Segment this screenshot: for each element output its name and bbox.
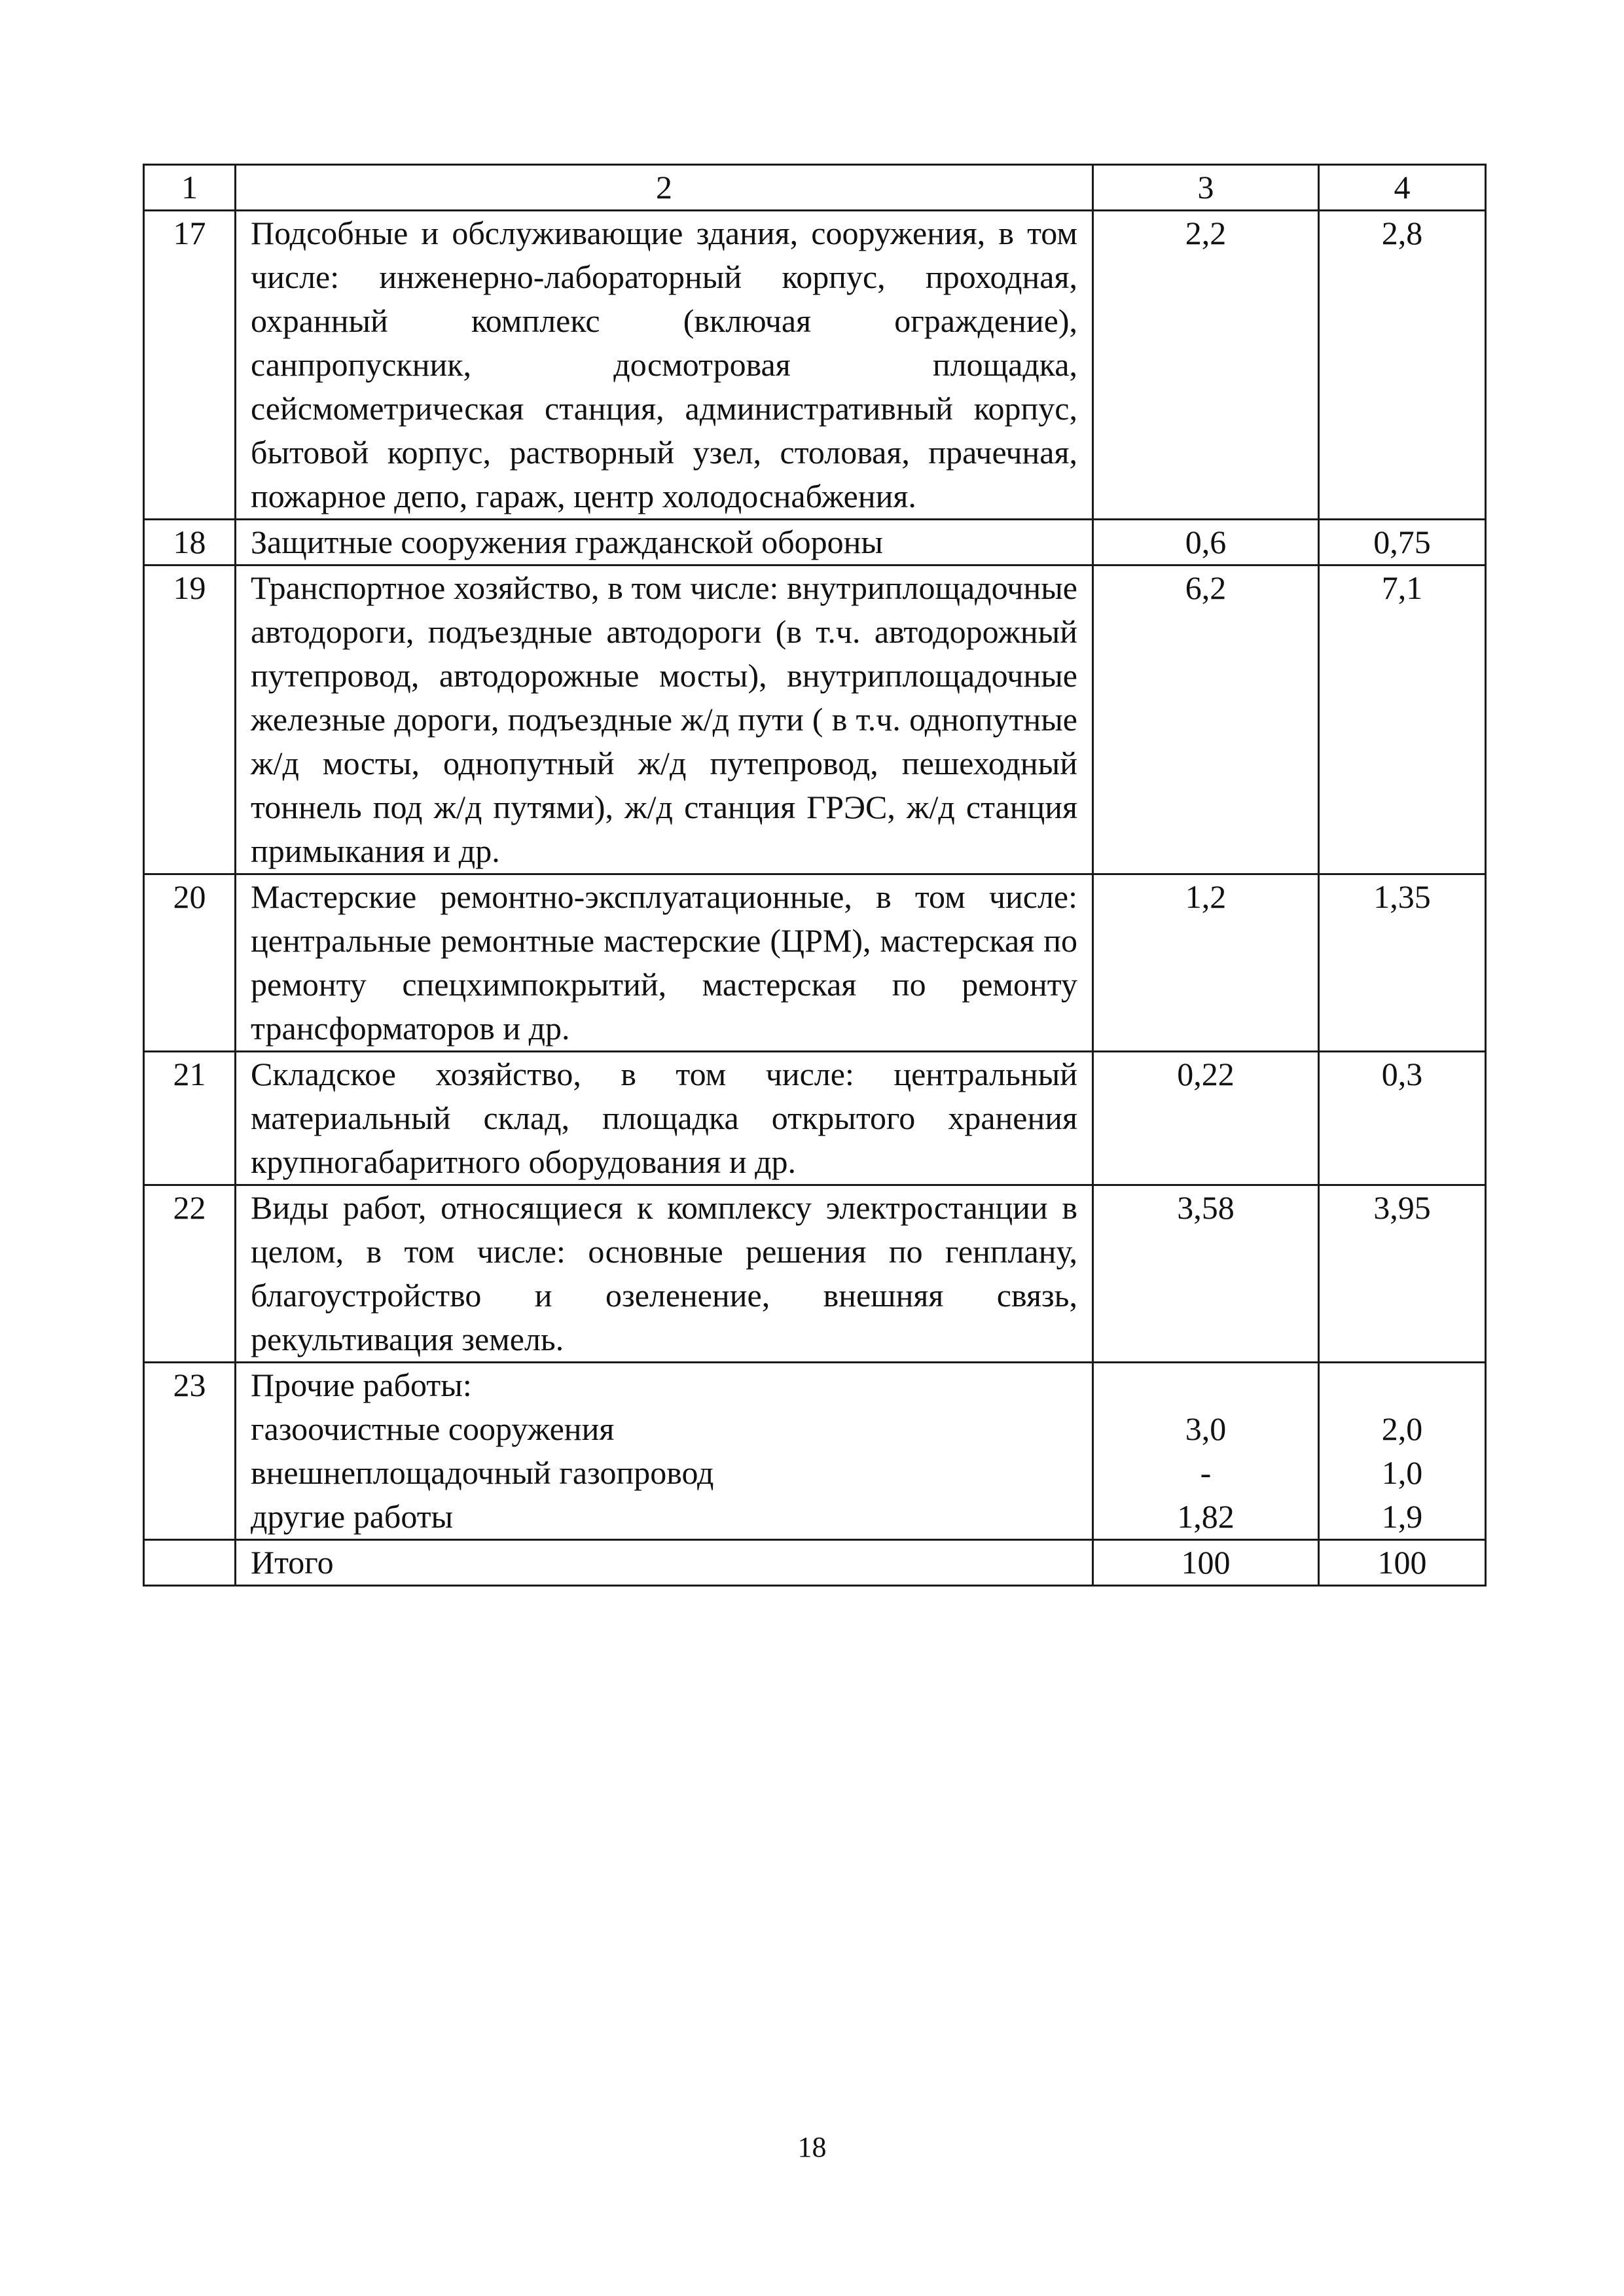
total-empty-cell (144, 1540, 236, 1586)
table-row (144, 1185, 1486, 1363)
row-value-col4: 0,3 (1319, 1052, 1486, 1185)
row-value-col4: 1,35 (1319, 874, 1486, 1052)
row-value-col3: 3,58 (1093, 1185, 1319, 1363)
total-value-col3: 100 (1093, 1540, 1319, 1586)
row-value-col3: 1,2 (1093, 874, 1319, 1052)
other-works-value: 1,9 (1381, 1498, 1423, 1535)
other-works-value: 2,0 (1381, 1410, 1423, 1447)
row-value-col4 (1319, 1363, 1486, 1540)
row-number: 18 (144, 520, 236, 565)
row-value-col4: 0,75 (1319, 520, 1486, 565)
other-works-value: 3,0 (1185, 1410, 1227, 1447)
row-value-col4: 7,1 (1319, 565, 1486, 874)
row-value-col3 (1093, 1363, 1319, 1540)
table-row (144, 1052, 1486, 1185)
table-header-row (144, 165, 1486, 211)
other-works-value: 1,82 (1177, 1498, 1235, 1535)
row-description: Виды работ, относящиеся к комплексу электростанции в целом, в том числе: основные решения по генплану, благоустройство и озеленение, внешняя связь, рекультивация земель. (236, 1185, 1093, 1363)
row-description: Транспортное хозяйство, в том числе: внутриплощадочные автодороги, подъездные автодороги (в т.ч. автодорожный путепровод, автодорожные мосты), внутриплощадочные железные дороги, подъездные ж/д пути ( в т.ч. однопутные ж/д мосты, однопутный ж/д путепровод, пешеходный тоннель под ж/д путями), ж/д станция ГРЭС, ж/д станция примыкания и др. (236, 565, 1093, 874)
total-value-col4: 100 (1319, 1540, 1486, 1586)
row-number: 22 (144, 1185, 236, 1363)
row-value-col4: 3,95 (1319, 1185, 1486, 1363)
header-cell: 1 (144, 165, 236, 211)
data-table (143, 164, 1487, 1587)
table-row (144, 520, 1486, 565)
other-works-item: газоочистные сооружения (251, 1410, 615, 1447)
other-works-item: внешнеплощадочный газопровод (251, 1454, 714, 1491)
table-total-row (144, 1540, 1486, 1586)
row-value-col3: 0,6 (1093, 520, 1319, 565)
table-row (144, 211, 1486, 520)
table-row (144, 874, 1486, 1052)
row-number: 23 (144, 1363, 236, 1540)
row-description: Мастерские ремонтно-эксплуатационные, в том числе: центральные ремонтные мастерские (ЦРМ), мастерская по ремонту спецхимпокрытий, мастерская по ремонту трансформаторов и др. (236, 874, 1093, 1052)
page-number: 18 (797, 2131, 827, 2163)
row-number: 19 (144, 565, 236, 874)
other-works-value: - (1200, 1454, 1212, 1491)
other-works-value: 1,0 (1381, 1454, 1423, 1491)
header-cell: 2 (236, 165, 1093, 211)
row-description: Подсобные и обслуживающие здания, сооружения, в том числе: инженерно-лабораторный корпус, проходная, охранный комплекс (включая ограждение), санпропускник, досмотровая площадка, сейсмометрическая станция, административный корпус, бытовой корпус, растворный узел, столовая, прачечная, пожарное депо, гараж, центр холодоснабжения. (236, 211, 1093, 520)
row-number: 17 (144, 211, 236, 520)
row-value-col3: 0,22 (1093, 1052, 1319, 1185)
other-works-item: другие работы (251, 1498, 454, 1535)
row-number: 21 (144, 1052, 236, 1185)
row-value-col3: 2,2 (1093, 211, 1319, 520)
header-cell: 3 (1093, 165, 1319, 211)
table-row-other-works (144, 1363, 1486, 1540)
row-description: Защитные сооружения гражданской обороны (236, 520, 1093, 565)
row-value-col3: 6,2 (1093, 565, 1319, 874)
total-label: Итого (236, 1540, 1093, 1586)
row-description: Складское хозяйство, в том числе: центральный материальный склад, площадка открытого хранения крупногабаритного оборудования и др. (236, 1052, 1093, 1185)
other-works-title: Прочие работы: (251, 1367, 472, 1403)
table-row (144, 565, 1486, 874)
row-description (236, 1363, 1093, 1540)
header-cell: 4 (1319, 165, 1486, 211)
row-number: 20 (144, 874, 236, 1052)
row-value-col4: 2,8 (1319, 211, 1486, 520)
